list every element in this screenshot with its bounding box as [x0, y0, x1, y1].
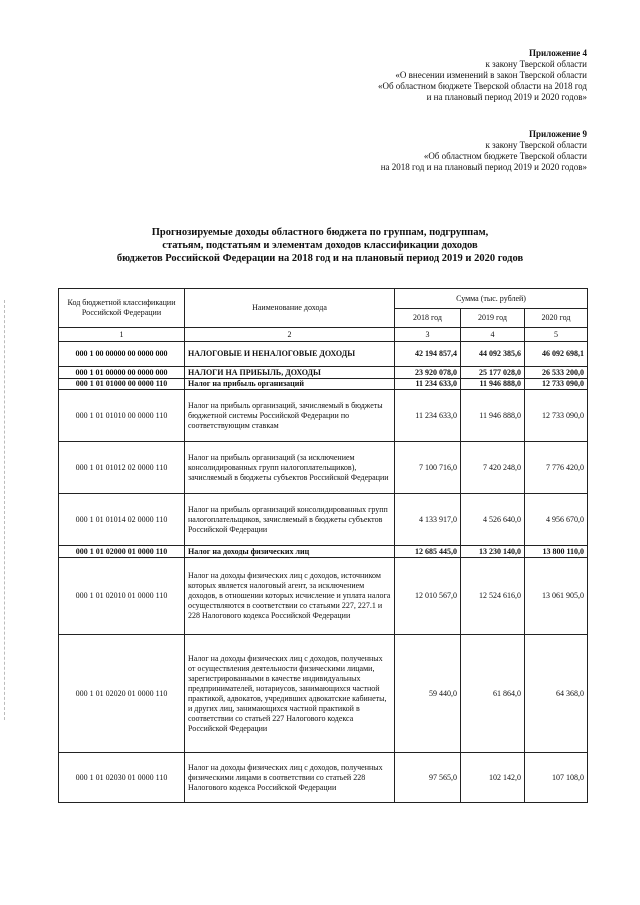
row-2018: 97 565,0	[395, 753, 461, 803]
row-code: 000 1 01 02000 01 0000 110	[59, 546, 185, 558]
column-number: 2	[185, 328, 395, 342]
row-code: 000 1 01 00000 00 0000 000	[59, 367, 185, 379]
row-2019: 7 420 248,0	[461, 442, 525, 494]
row-code: 000 1 01 02010 01 0000 110	[59, 558, 185, 635]
row-2020: 7 776 420,0	[525, 442, 588, 494]
column-number: 5	[525, 328, 588, 342]
row-2019: 11 946 888,0	[461, 379, 525, 390]
row-2020: 13 800 110,0	[525, 546, 588, 558]
row-name: Налог на доходы физических лиц с доходов, полученных от осуществления деятельности физическими лицами, зарегистрированными в качестве индивидуальных предпринимателей, нотариусов, занимающихся частной практикой, адвокатов, учредивших адвокатские кабинеты, и других лиц, занимающихся частной практикой в соответствии со статьей 227 Налогового кодекса Российской Федерации	[185, 635, 395, 753]
row-2019: 13 230 140,0	[461, 546, 525, 558]
row-2018: 59 440,0	[395, 635, 461, 753]
row-code: 000 1 01 02020 01 0000 110	[59, 635, 185, 753]
row-2019: 44 092 385,6	[461, 342, 525, 367]
row-name: Налог на доходы физических лиц с доходов, источником которых является налоговый агент, за исключением доходов, в отношении которых исчисление и уплата налога осуществляются в соответствии со статьями 227, 227.1 и 228 Налогового кодекса Российской Федерации	[185, 558, 395, 635]
document-title	[60, 226, 580, 265]
appendix-9-line: на 2018 год и на плановый период 2019 и 2020 годов»	[380, 162, 587, 172]
header-2020: 2020 год	[525, 309, 588, 328]
table-row	[59, 558, 588, 635]
appendix-4-line: «Об областном бюджете Тверской области на 2018 год	[377, 81, 587, 91]
table-row	[59, 753, 588, 803]
header-code: Код бюджетной классификации Российской Федерации	[59, 289, 185, 328]
table-row	[59, 379, 588, 390]
header-name: Наименование дохода	[185, 289, 395, 328]
row-name: Налог на прибыль организаций (за исключением консолидированных групп налогоплательщиков), зачисляемый в бюджеты субъектов Российской Федерации	[185, 442, 395, 494]
table-row	[59, 342, 588, 367]
table-row	[59, 390, 588, 442]
row-2019: 61 864,0	[461, 635, 525, 753]
row-2018: 7 100 716,0	[395, 442, 461, 494]
row-2020: 64 368,0	[525, 635, 588, 753]
row-name: Налог на доходы физических лиц	[185, 546, 395, 558]
row-2018: 11 234 633,0	[395, 390, 461, 442]
row-2020: 13 061 905,0	[525, 558, 588, 635]
appendix-4-line: «О внесении изменений в закон Тверской области	[395, 70, 587, 80]
row-2020: 12 733 090,0	[525, 379, 588, 390]
row-2018: 11 234 633,0	[395, 379, 461, 390]
row-name: НАЛОГИ НА ПРИБЫЛЬ, ДОХОДЫ	[185, 367, 395, 379]
table-row	[59, 546, 588, 558]
row-2018: 4 133 917,0	[395, 494, 461, 546]
table-row	[59, 442, 588, 494]
row-2018: 12 685 445,0	[395, 546, 461, 558]
table-row	[59, 494, 588, 546]
header-2018: 2018 год	[395, 309, 461, 328]
row-code: 000 1 01 01010 00 0000 110	[59, 390, 185, 442]
row-2018: 42 194 857,4	[395, 342, 461, 367]
row-2020: 12 733 090,0	[525, 390, 588, 442]
header-sum: Сумма (тыс. рублей)	[395, 289, 588, 309]
document-title-line: Прогнозируемые доходы областного бюджета по группам, подгруппам,	[151, 227, 489, 238]
row-2018: 12 010 567,0	[395, 558, 461, 635]
row-2020: 46 092 698,1	[525, 342, 588, 367]
appendix-9-header	[381, 129, 587, 173]
row-name: Налог на доходы физических лиц с доходов, полученных физическими лицами в соответствии со статьей 228 Налогового кодекса Российской Федерации	[185, 753, 395, 803]
appendix-9-title: Приложение 9	[528, 129, 587, 139]
row-2018: 23 920 078,0	[395, 367, 461, 379]
appendix-9-line: к закону Тверской области	[485, 140, 587, 150]
appendix-4-line: и на плановый период 2019 и 2020 годов»	[426, 92, 587, 102]
appendix-4-header	[378, 48, 587, 103]
row-code: 000 1 01 01012 02 0000 110	[59, 442, 185, 494]
row-code: 000 1 01 01000 00 0000 110	[59, 379, 185, 390]
row-code: 000 1 01 02030 01 0000 110	[59, 753, 185, 803]
row-2020: 26 533 200,0	[525, 367, 588, 379]
revenue-table	[58, 288, 588, 803]
row-code: 000 1 01 01014 02 0000 110	[59, 494, 185, 546]
row-name: Налог на прибыль организаций	[185, 379, 395, 390]
table-row	[59, 367, 588, 379]
row-name: НАЛОГОВЫЕ И НЕНАЛОГОВЫЕ ДОХОДЫ	[185, 342, 395, 367]
row-2020: 107 108,0	[525, 753, 588, 803]
table-row	[59, 635, 588, 753]
row-name: Налог на прибыль организаций, зачисляемый в бюджеты бюджетной системы Российской Федерации по соответствующим ставкам	[185, 390, 395, 442]
row-2019: 25 177 028,0	[461, 367, 525, 379]
appendix-4-title: Приложение 4	[528, 48, 587, 58]
row-2019: 12 524 616,0	[461, 558, 525, 635]
document-title-line: статьям, подстатьям и элементам доходов классификации доходов	[162, 240, 478, 251]
row-2019: 4 526 640,0	[461, 494, 525, 546]
row-2019: 102 142,0	[461, 753, 525, 803]
row-2020: 4 956 670,0	[525, 494, 588, 546]
row-name: Налог на прибыль организаций консолидированных групп налогоплательщиков, зачисляемый в бюджеты субъектов Российской Федерации	[185, 494, 395, 546]
column-number: 4	[461, 328, 525, 342]
row-code: 000 1 00 00000 00 0000 000	[59, 342, 185, 367]
appendix-9-line: «Об областном бюджете Тверской области	[423, 151, 587, 161]
document-title-line: бюджетов Российской Федерации на 2018 год и на плановый период 2019 и 2020 годов	[116, 253, 524, 264]
scan-edge-marks	[4, 300, 7, 720]
row-2019: 11 946 888,0	[461, 390, 525, 442]
column-number: 1	[59, 328, 185, 342]
header-2019: 2019 год	[461, 309, 525, 328]
column-number: 3	[395, 328, 461, 342]
appendix-4-line: к закону Тверской области	[485, 59, 587, 69]
